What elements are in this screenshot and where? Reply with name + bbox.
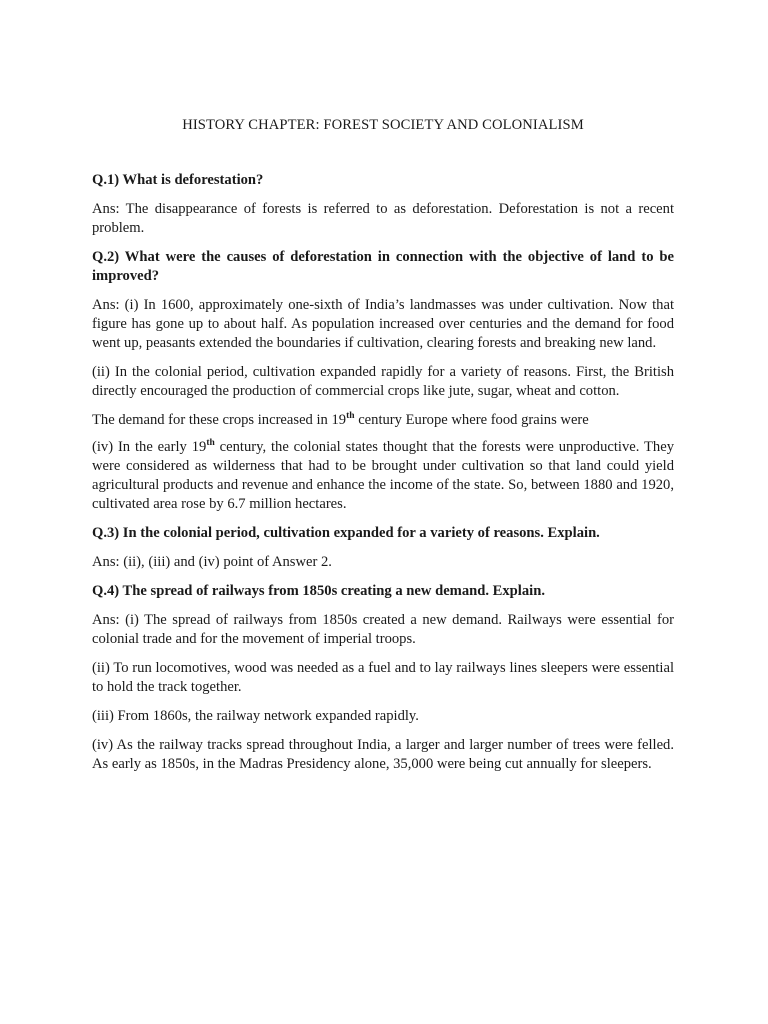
question-4: Q.4) The spread of railways from 1850s creating a new demand. Explain. xyxy=(92,583,545,599)
answer-2-iv-text-a: (iv) In the early 19 xyxy=(92,439,207,455)
answer-2-iv-text-b: century, the colonial states thought that the forests were unproductive. They were considered as wilderness that had to be brought under cultivation so that land could yield agricultural products and revenue and enhance the income of the state. So, between 1880 and 1920, cultivated area rose by 6.7 million hectares. xyxy=(92,439,674,512)
answer-2-part-iii xyxy=(92,411,674,430)
answer-4-part-iv: (iv) As the railway tracks spread throughout India, a larger and larger number of trees were felled. As early as 1850s, in the Madras Presidency alone, 35,000 were being cut annually for sleepers. xyxy=(92,737,674,772)
answer-4-part-iii: (iii) From 1860s, the railway network expanded rapidly. xyxy=(92,708,419,724)
document-page xyxy=(92,116,674,784)
answer-2-iii-text-a: The demand for these crops increased in 19 xyxy=(92,412,347,428)
answer-2-part-iv xyxy=(92,438,674,514)
superscript-th: th xyxy=(346,411,355,422)
question-2: Q.2) What were the causes of deforestation in connection with the objective of land to be improved? xyxy=(92,249,674,284)
answer-2-part-i: Ans: (i) In 1600, approximately one-sixth of India’s landmasses was under cultivation. Now that figure has gone up to about half. As population increased over centuries and the demand for food went up, peasants extended the boundaries if cultivation, clearing forests and breaking new land. xyxy=(92,297,674,351)
answer-2-iii-text-b: century Europe where food grains were xyxy=(354,412,589,428)
answer-3: Ans: (ii), (iii) and (iv) point of Answer 2. xyxy=(92,554,332,570)
superscript-th: th xyxy=(206,438,215,449)
answer-4-part-i: Ans: (i) The spread of railways from 1850s created a new demand. Railways were essential for colonial trade and for the movement of imperial troops. xyxy=(92,612,674,647)
question-3: Q.3) In the colonial period, cultivation expanded for a variety of reasons. Explain. xyxy=(92,525,600,541)
document-title: HISTORY CHAPTER: FOREST SOCIETY AND COLONIALISM xyxy=(182,117,584,133)
question-1: Q.1) What is deforestation? xyxy=(92,172,264,188)
answer-4-part-ii: (ii) To run locomotives, wood was needed as a fuel and to lay railways lines sleepers were essential to hold the track together. xyxy=(92,660,674,695)
answer-1: Ans: The disappearance of forests is referred to as deforestation. Deforestation is not a recent problem. xyxy=(92,201,674,236)
answer-2-part-ii: (ii) In the colonial period, cultivation expanded rapidly for a variety of reasons. First, the British directly encouraged the production of commercial crops like jute, sugar, wheat and cotton. xyxy=(92,364,674,399)
